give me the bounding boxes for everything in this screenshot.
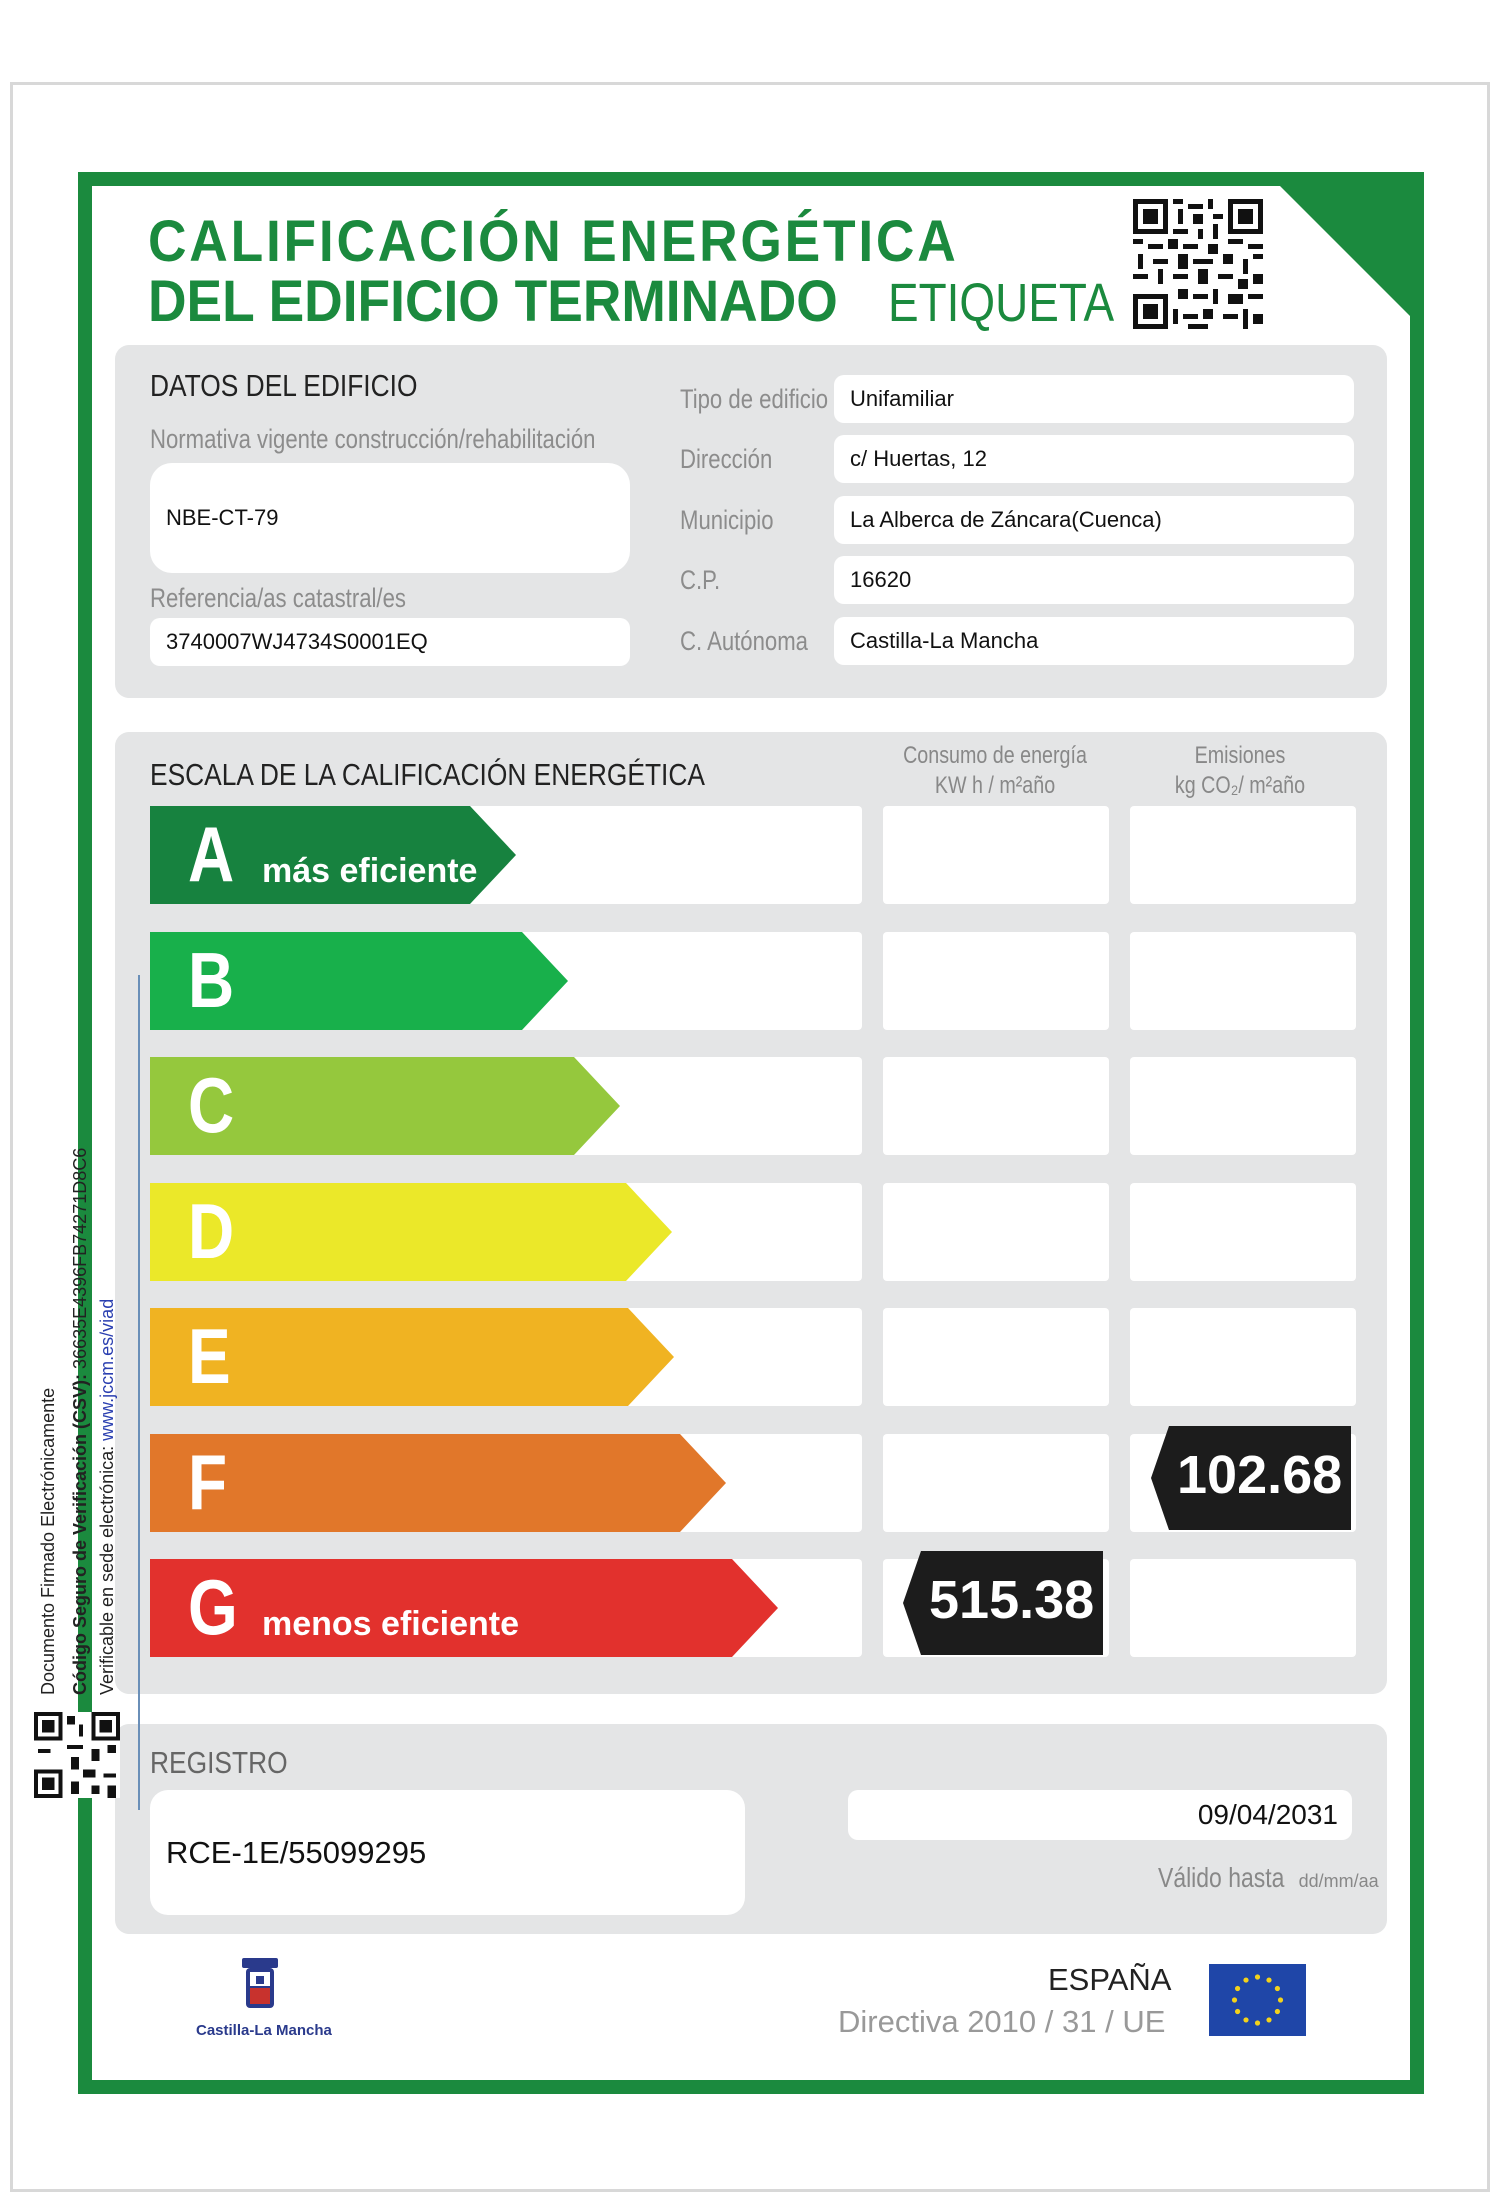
emisiones-cell-b xyxy=(1130,932,1356,1030)
field-value-tipo: Unifamiliar xyxy=(850,386,954,411)
side-csv-label: Código Seguro de Verificación (CSV): xyxy=(70,1373,90,1695)
consumo-cell-f xyxy=(883,1434,1109,1532)
registro-field xyxy=(150,1790,745,1915)
valid-date-value: 09/04/2031 xyxy=(1197,1799,1338,1830)
title-line-1: CALIFICACIÓN ENERGÉTICA xyxy=(148,209,959,274)
field-label-autonoma: C. Autónoma xyxy=(680,626,808,656)
field-label-cp: C.P. xyxy=(680,565,721,595)
catastral-field xyxy=(150,618,630,666)
side-qr-code-icon xyxy=(34,1712,120,1798)
castilla-la-mancha-logo-icon xyxy=(236,1956,284,2016)
side-text-line3 xyxy=(97,1299,118,1695)
field-label-municipio: Municipio xyxy=(680,505,774,535)
side-text-line2 xyxy=(70,1148,91,1695)
eu-star xyxy=(1266,1977,1271,1982)
energy-class-caption-a: más eficiente xyxy=(262,852,478,890)
catastral-value: 3740007WJ4734S0001EQ xyxy=(166,629,428,654)
energy-class-letter-a: A xyxy=(188,810,235,898)
consumo-cell-d xyxy=(883,1183,1109,1281)
side-text-line1: Documento Firmado Electrónicamente xyxy=(38,1387,58,1695)
scale-heading: ESCALA DE LA CALIFICACIÓN ENERGÉTICA xyxy=(150,757,705,792)
emisiones-value: 102.68 xyxy=(1177,1445,1343,1505)
emisiones-cell-g xyxy=(1130,1559,1356,1657)
eu-star xyxy=(1266,2017,1271,2022)
field-autonoma xyxy=(834,617,1354,665)
emisiones-cell-c xyxy=(1130,1057,1356,1155)
consumo-cell-e xyxy=(883,1308,1109,1406)
energy-class-caption-g: menos eficiente xyxy=(262,1605,519,1643)
valid-until-label: Válido hasta xyxy=(1158,1862,1285,1893)
emisiones-cell-e xyxy=(1130,1308,1356,1406)
consumo-cell-a xyxy=(883,806,1109,904)
emisiones-cell-d xyxy=(1130,1183,1356,1281)
field-direccion xyxy=(834,435,1354,483)
title-etiqueta: ETIQUETA xyxy=(888,273,1115,333)
field-label-tipo: Tipo de edificio xyxy=(680,384,829,414)
field-tipo xyxy=(834,375,1354,423)
energy-class-letter-g: G xyxy=(188,1563,238,1651)
emisiones-header-line1: Emisiones xyxy=(1194,742,1286,769)
emisiones-column-header xyxy=(1146,741,1335,801)
emisiones-cell-a xyxy=(1130,806,1356,904)
normativa-value: NBE-CT-79 xyxy=(166,505,279,530)
energy-class-arrow-f xyxy=(150,1434,726,1532)
catastral-label: Referencia/as catastral/es xyxy=(150,583,406,613)
eu-star xyxy=(1275,1986,1280,1991)
emisiones-header-line2: kg CO₂/ m²año xyxy=(1174,772,1306,799)
valid-date-field xyxy=(848,1790,1352,1840)
consumo-cell-c xyxy=(883,1057,1109,1155)
field-value-cp: 16620 xyxy=(850,567,912,592)
field-value-municipio: La Alberca de Záncara(Cuenca) xyxy=(850,507,1162,532)
corner-triangle xyxy=(1280,186,1410,316)
side-csv-value: 36635E4396FB74271D8C6 xyxy=(70,1147,90,1369)
eu-star xyxy=(1278,1997,1283,2002)
consumo-value: 515.38 xyxy=(929,1570,1095,1630)
field-label-direccion: Dirección xyxy=(680,444,773,474)
field-cp xyxy=(834,556,1354,604)
side-verify-label: Verificable en sede electrónica: xyxy=(97,1445,117,1695)
consumo-cell-b xyxy=(883,932,1109,1030)
eu-star xyxy=(1232,1997,1237,2002)
eu-star xyxy=(1235,1986,1240,1991)
normativa-field xyxy=(150,463,630,573)
consumo-column-header xyxy=(901,741,1090,801)
eu-star xyxy=(1255,2020,1260,2025)
valid-until-format: dd/mm/aa xyxy=(1298,1871,1379,1891)
title-line-2: DEL EDIFICIO TERMINADO xyxy=(148,269,838,334)
consumo-header-line1: Consumo de energía xyxy=(903,742,1087,769)
eu-flag-icon xyxy=(1209,1964,1306,2036)
footer-country: ESPAÑA xyxy=(1048,1962,1172,1997)
eu-star xyxy=(1243,2017,1248,2022)
logo-text: Castilla-La Mancha xyxy=(196,2022,332,2039)
side-verify-link[interactable]: www.jccm.es/viad xyxy=(97,1298,117,1441)
registro-value: RCE-1E/55099295 xyxy=(166,1834,427,1870)
eu-star xyxy=(1243,1977,1248,1982)
eu-star xyxy=(1255,1974,1260,1979)
field-municipio xyxy=(834,496,1354,544)
energy-class-letter-e: E xyxy=(188,1312,231,1400)
field-value-direccion: c/ Huertas, 12 xyxy=(850,446,987,471)
building-heading: DATOS DEL EDIFICIO xyxy=(150,368,418,403)
energy-class-letter-b: B xyxy=(188,936,235,1024)
side-divider xyxy=(138,975,140,1810)
qr-code-icon xyxy=(1133,198,1263,330)
field-value-autonoma: Castilla-La Mancha xyxy=(850,628,1039,653)
energy-class-letter-c: C xyxy=(188,1061,235,1149)
registro-heading: REGISTRO xyxy=(150,1745,288,1780)
energy-class-letter-f: F xyxy=(188,1438,228,1526)
eu-star xyxy=(1275,2009,1280,2014)
valid-until-caption xyxy=(1158,1862,1379,1894)
footer-directive: Directiva 2010 / 31 / UE xyxy=(838,2004,1166,2039)
energy-class-letter-d: D xyxy=(188,1187,235,1275)
normativa-label: Normativa vigente construcción/rehabilitación xyxy=(150,424,596,454)
eu-star xyxy=(1235,2009,1240,2014)
consumo-header-line2: KW h / m²año xyxy=(934,772,1056,799)
